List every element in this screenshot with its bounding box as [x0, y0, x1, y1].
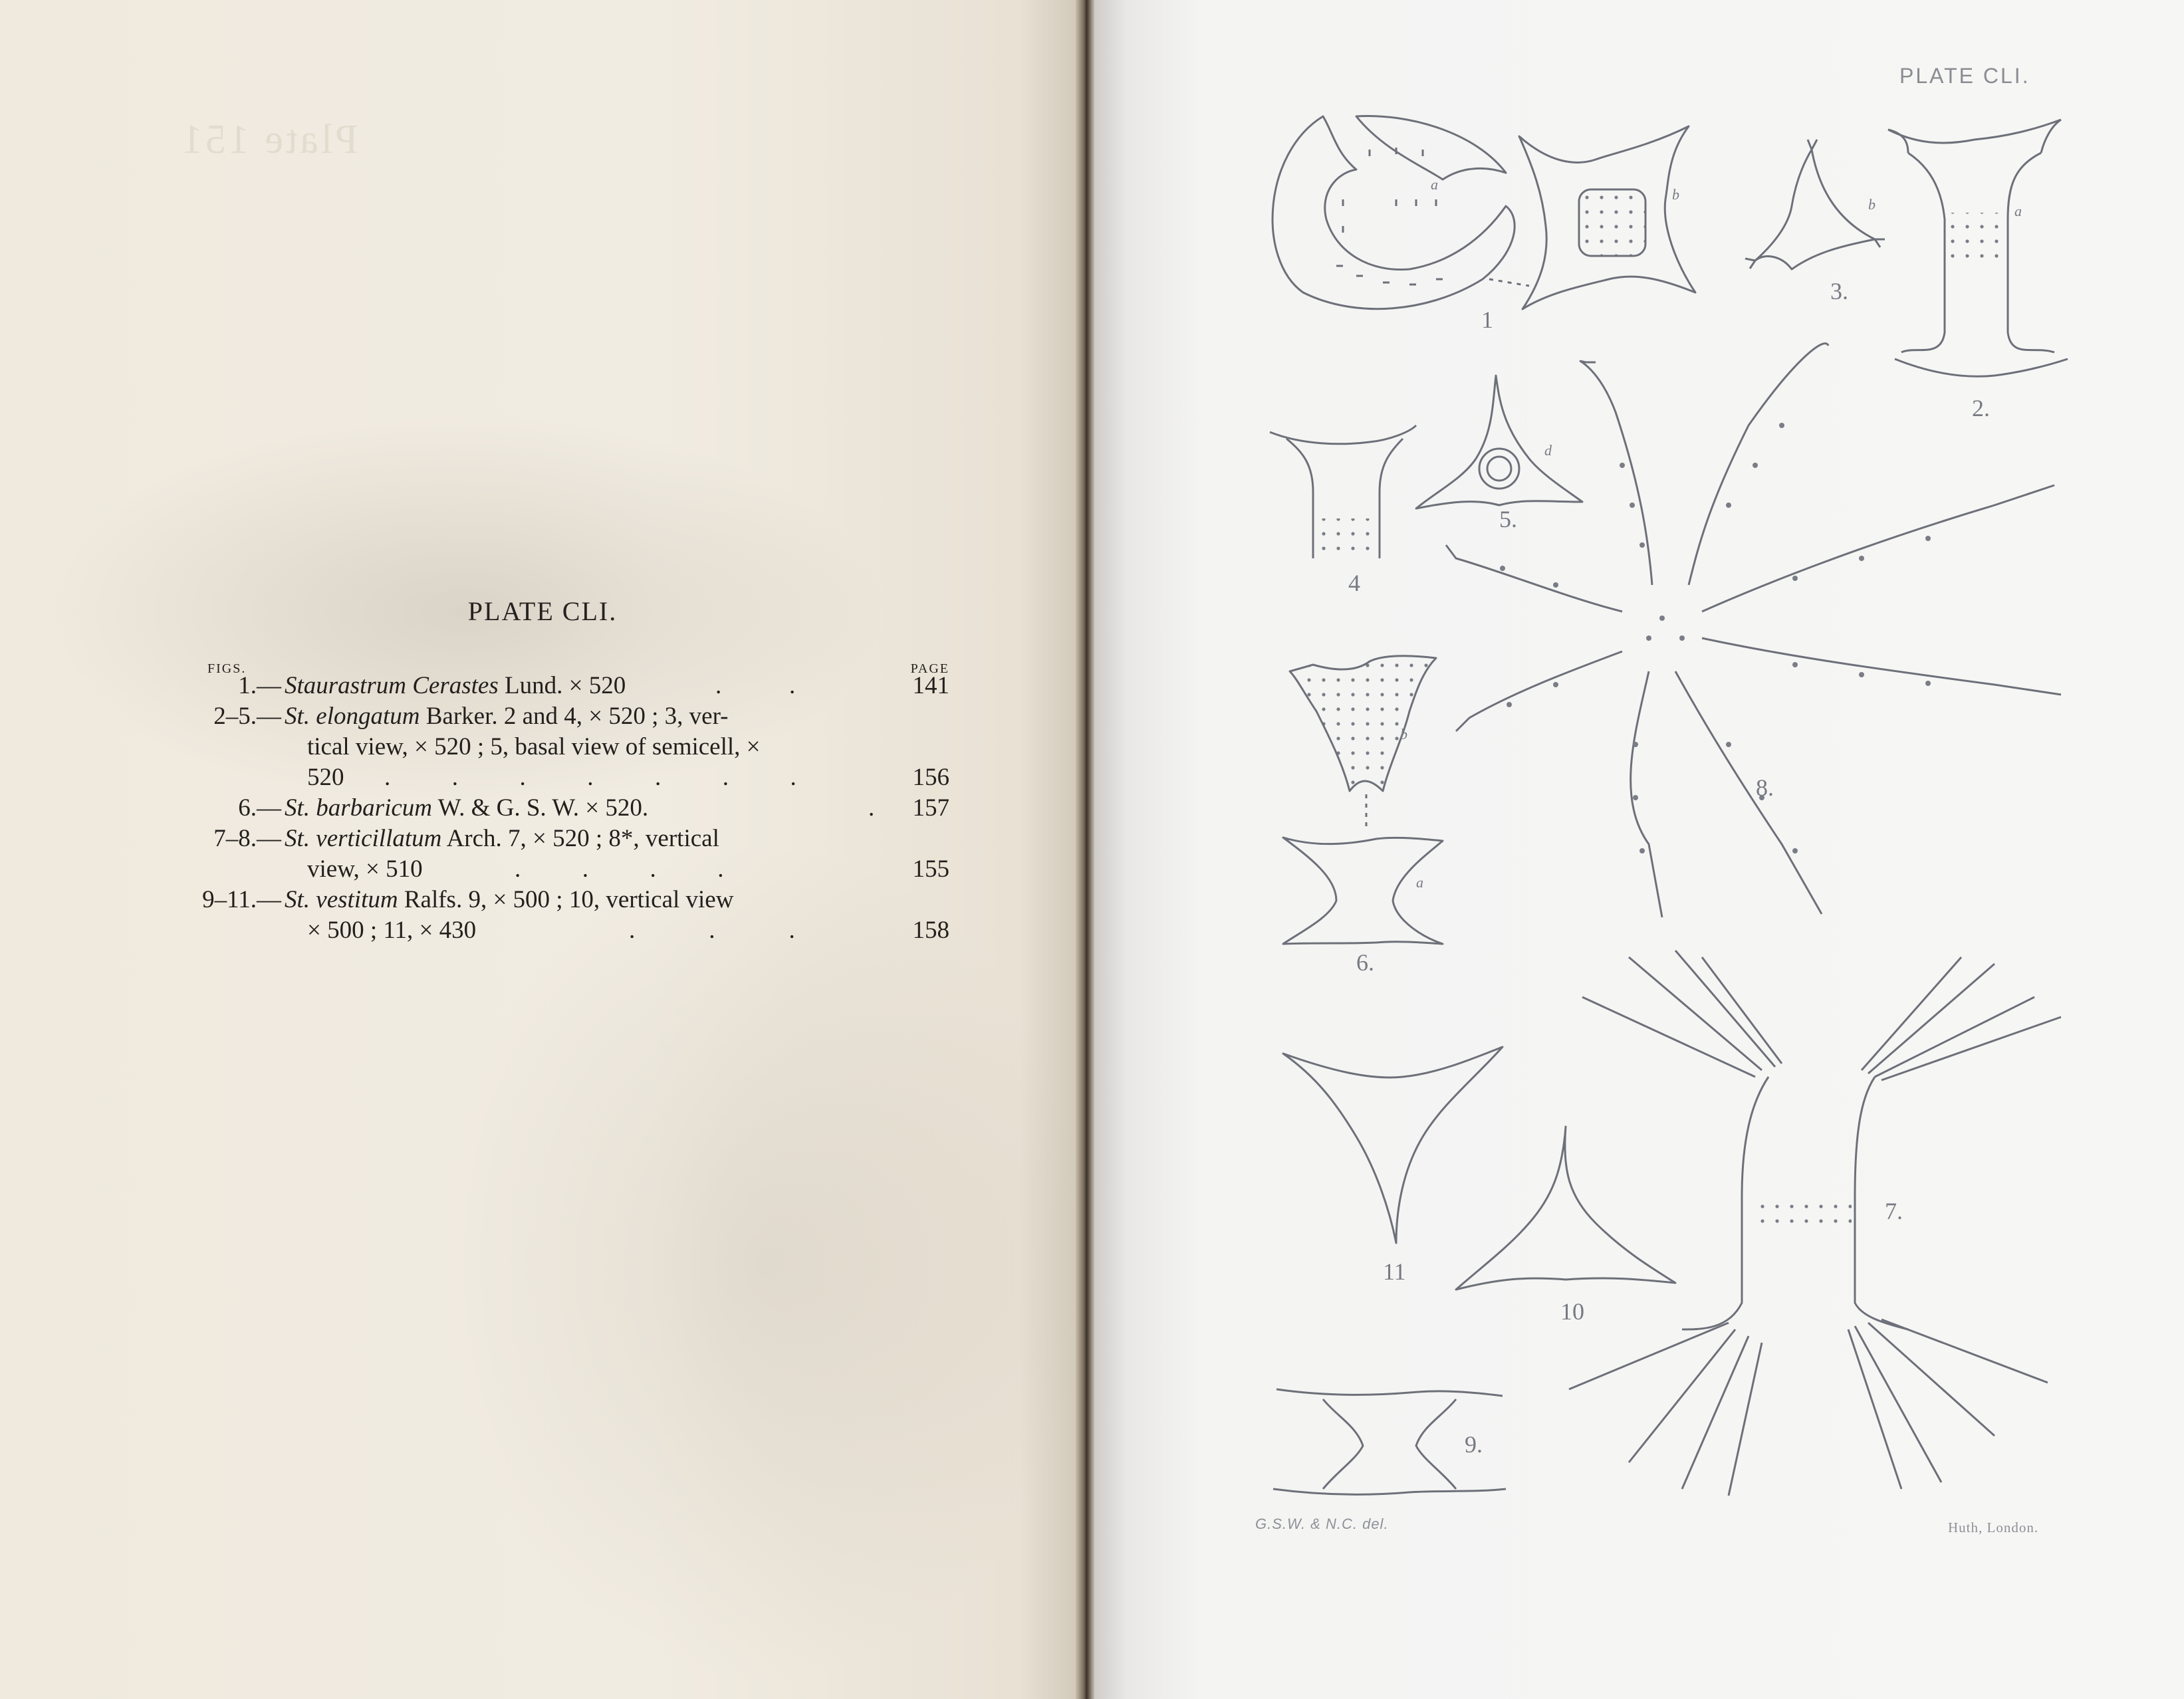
show-through-title: Plate 151: [180, 117, 358, 162]
species-name: St. barbaricum: [285, 794, 432, 822]
figure-label-7: 7.: [1885, 1198, 1903, 1224]
sub-label: d: [1544, 442, 1552, 459]
legend-text: view, × 510: [307, 855, 423, 883]
leader-dots: . .: [715, 672, 796, 699]
figure-4-drawing: [1270, 425, 1416, 558]
legend-detail: Lund. × 520: [498, 672, 626, 699]
figure-labels: [1348, 278, 1990, 1458]
sub-label: b: [1672, 186, 1679, 203]
plate-heading: PLATE CLI.: [467, 596, 618, 626]
figure-1b-drawing: [1519, 126, 1695, 309]
leader-dots: .: [868, 794, 875, 822]
figure-label-9: 9.: [1465, 1431, 1483, 1458]
figure-7-drawing: [1569, 951, 2061, 1496]
figure-1a-drawing: [1273, 116, 1515, 308]
legend-text: tical view, × 520 ; 5, basal view of semicell, ×: [307, 733, 761, 760]
leader-dots: . . .: [629, 917, 795, 944]
sub-label: b: [1868, 196, 1876, 213]
figure-number: 2–5.—: [213, 703, 281, 730]
artist-credit: G.S.W. & N.C. del.: [1255, 1516, 1389, 1532]
figure-number: 1.—: [238, 672, 281, 699]
printer-credit: Huth, London.: [1948, 1520, 2039, 1535]
figure-6-drawing: [1283, 656, 1443, 944]
figure-label-3: 3.: [1830, 278, 1848, 304]
species-name: St. elongatum: [285, 703, 420, 730]
legend-text: 520: [307, 764, 344, 791]
figure-label-4: 4: [1348, 570, 1360, 596]
leader-dots: . . . .: [515, 855, 724, 883]
figure-10-drawing: [1456, 1127, 1675, 1290]
figure-sub-labels: [1400, 176, 2022, 891]
species-name: St. vestitum: [285, 886, 398, 913]
figure-number: 9–11.—: [202, 886, 281, 913]
page-number: 158: [912, 917, 949, 944]
figure-number: 6.—: [238, 794, 281, 822]
figure-3-drawing: [1745, 140, 1885, 269]
sub-label: b: [1400, 726, 1407, 742]
page-number: 155: [912, 855, 949, 883]
figure-5-drawing: [1416, 376, 1582, 509]
page-number: 157: [912, 794, 949, 822]
sub-label: a: [1431, 176, 1438, 193]
figure-label-6: 6.: [1356, 949, 1374, 976]
figure-label-11: 11: [1383, 1258, 1406, 1285]
figure-11-drawing: [1283, 1047, 1503, 1243]
figure-number: 7–8.—: [213, 825, 281, 852]
page-number: 141: [912, 672, 949, 699]
figure-8-drawing: [1446, 344, 2061, 917]
legend-text: × 500 ; 11, × 430: [307, 917, 477, 944]
legend-detail: Ralfs. 9, × 500 ; 10, vertical view: [398, 886, 734, 913]
page-number: 156: [912, 764, 949, 791]
figure-label-1: 1: [1481, 306, 1493, 333]
sub-label: a: [1416, 874, 1423, 891]
legend-detail: Arch. 7, × 520 ; 8*, vertical: [441, 825, 719, 852]
legend-detail: W. & G. S. W. × 520.: [432, 794, 649, 822]
figs-column-label: FIGS.: [207, 661, 247, 676]
legend-detail: Barker. 2 and 4, × 520 ; 3, ver-: [420, 703, 729, 730]
figure-label-8: 8.: [1756, 774, 1774, 801]
species-name: Staurastrum Cerastes: [285, 672, 499, 699]
plate-label: PLATE CLI.: [1899, 64, 2030, 88]
species-name: St. verticillatum: [285, 825, 442, 852]
figure-2-drawing: [1888, 120, 2068, 376]
figure-label-2: 2.: [1972, 395, 1990, 421]
page-column-label: PAGE: [910, 661, 949, 676]
sub-label: a: [2014, 203, 2022, 219]
figure-label-10: 10: [1560, 1298, 1584, 1325]
figure-label-5: 5.: [1499, 506, 1517, 532]
leader-dots: . . . . . . .: [384, 764, 796, 791]
